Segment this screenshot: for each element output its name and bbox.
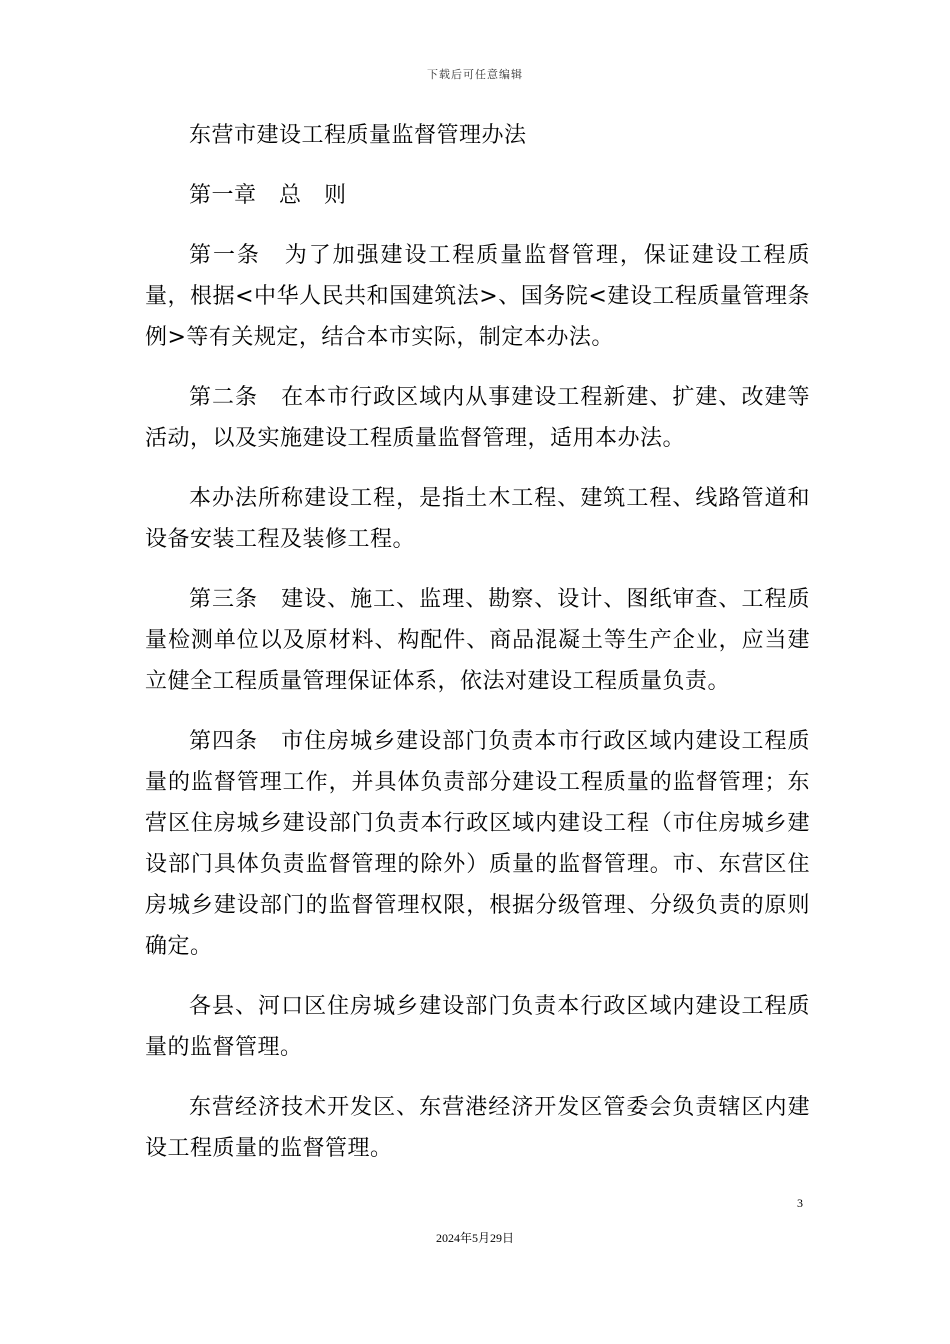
paragraph-development-zones: 东营经济技术开发区、东营港经济开发区管委会负责辖区内建设工程质量的监督管理。	[145, 1095, 810, 1161]
paragraph-article-4: 第四条 市住房城乡建设部门负责本市行政区域内建设工程质量的监督管理工作，并具体负责部分建设工程质量的监督管理；东营区住房城乡建设部门负责本行政区域内建设工程（市住房城乡建设部门具体负责监督管理的除外）质量的监督管理。市、东营区住房城乡建设部门的监督管理权限，根据分级管理、分级负责的原则确定。	[145, 729, 810, 959]
paragraph-definition: 本办法所称建设工程，是指土木工程、建筑工程、线路管道和设备安装工程及装修工程。	[145, 486, 810, 552]
document-title: 东营市建设工程质量监督管理办法	[189, 123, 527, 148]
paragraph-article-1: 第一条 为了加强建设工程质量监督管理，保证建设工程质量，根据<中华人民共和国建筑法>、国务院<建设工程质量管理条例>等有关规定，结合本市实际，制定本办法。	[145, 243, 810, 350]
document-body	[145, 115, 810, 1188]
footer-date: 2024年5月29日	[435, 1231, 514, 1245]
paragraph-article-2: 第二条 在本市行政区域内从事建设工程新建、扩建、改建等活动，以及实施建设工程质量监督管理，适用本办法。	[145, 385, 810, 451]
paragraph-counties: 各县、河口区住房城乡建设部门负责本行政区域内建设工程质量的监督管理。	[145, 994, 810, 1060]
paragraph-article-3: 第三条 建设、施工、监理、勘察、设计、图纸审查、工程质量检测单位以及原材料、构配件、商品混凝土等生产企业，应当建立健全工程质量管理保证体系，依法对建设工程质量负责。	[145, 587, 810, 694]
page-number: 3	[797, 1196, 803, 1210]
chapter-heading: 第一章 总 则	[189, 183, 347, 208]
header-note: 下载后可任意编辑	[427, 68, 523, 81]
